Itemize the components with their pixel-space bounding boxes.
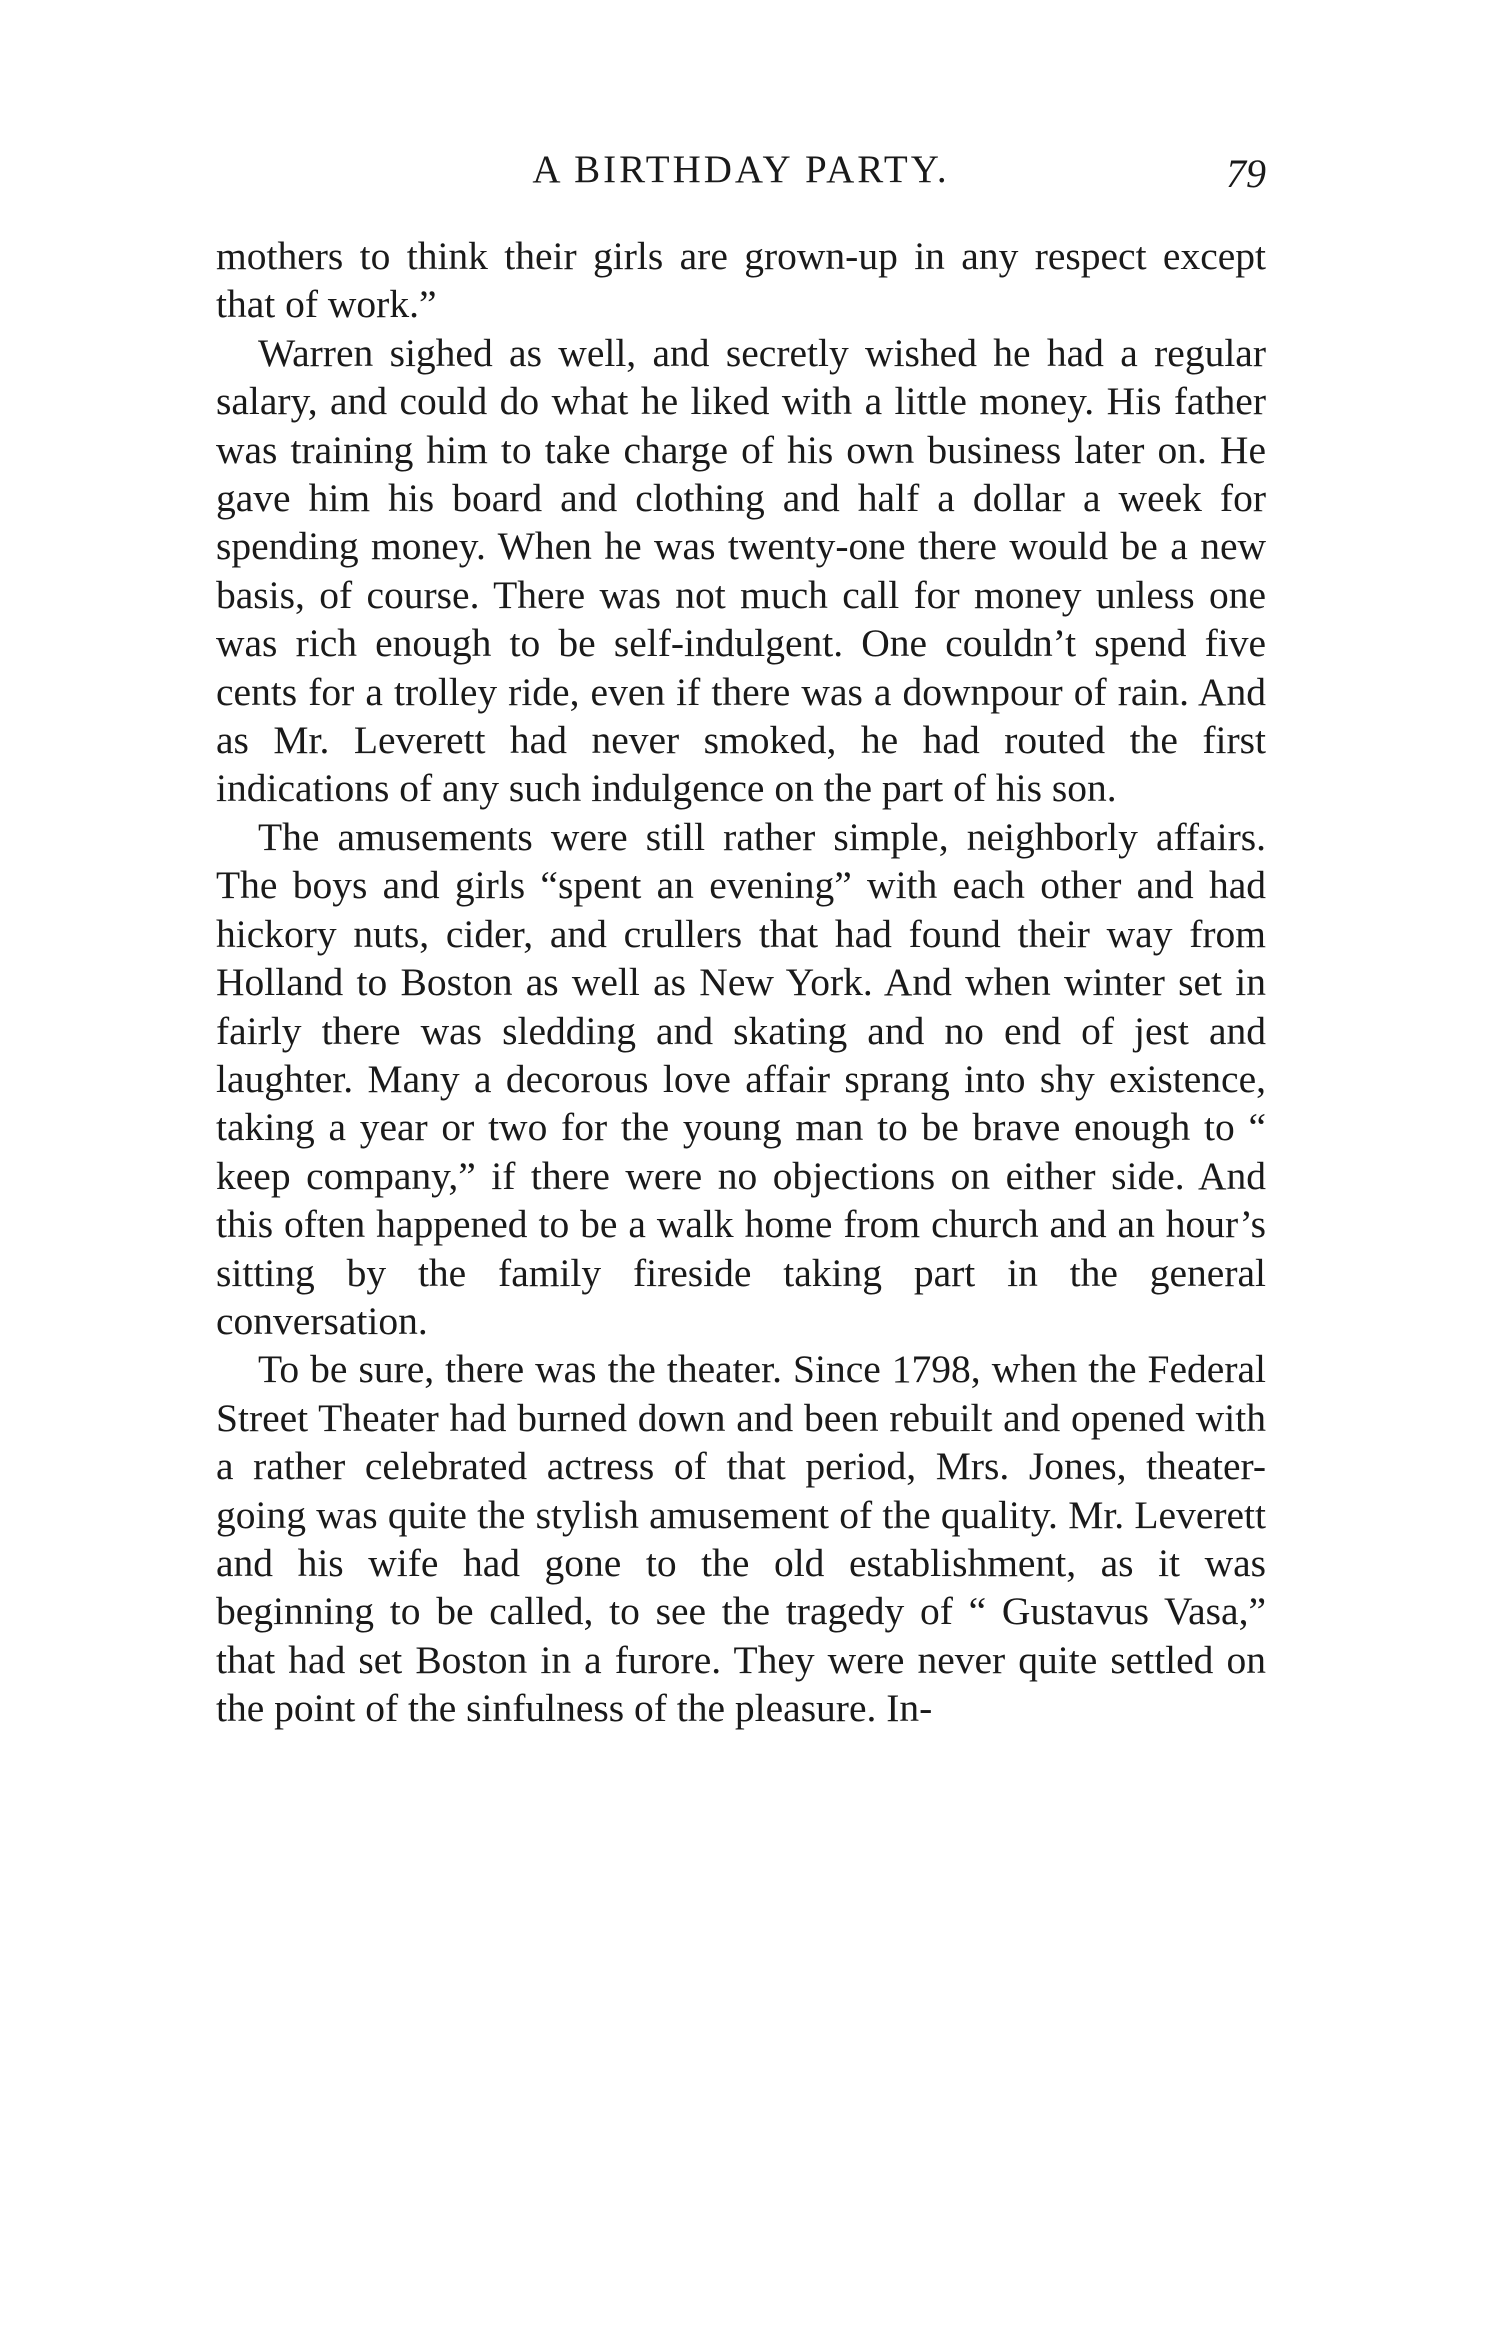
paragraph-theater: To be sure, there was the theater. Since 1798, when the Federal Street Theater had burned down and been rebuilt and opened with a rather celebrated actress of that period, Mrs. Jones, theater-going was quite the stylish amusement of the quality. Mr. Leverett and his wife had gone to the old establishment, as it was beginning to be called, to see the tragedy of “ Gustavus Vasa,” that had set Boston in a furore. They were never quite settled on the point of the sinfulness of the pleasure. In- — [216, 1347, 1266, 1731]
paragraph-warren: Warren sighed as well, and secretly wished he had a regular salary, and could do what he liked with a little money. His father was training him to take charge of his own business later on. He gave him his board and clothing and half a dollar a week for spending money. When he was twenty-one there would be a new basis, of course. There was not much call for money unless one was rich enough to be self-indulgent. One couldn’t spend five cents for a trolley ride, even if there was a downpour of rain. And as Mr. Leverett had never smoked, he had routed the first indications of any such indulgence on the part of his son. — [216, 330, 1266, 811]
page-number: 79 — [1226, 151, 1266, 196]
body-text — [216, 232, 1266, 1733]
running-title: A BIRTHDAY PARTY. — [532, 148, 950, 191]
paragraph-continued: mothers to think their girls are grown-up in any respect except that of work.” — [216, 234, 1266, 327]
running-head — [216, 140, 1266, 200]
paragraph-amusements: The amusements were still rather simple, neighborly affairs. The boys and girls “spent an evening” with each other and had hickory nuts, cider, and crullers that had found their way from Holland to Boston as well as New York. And when winter set in fairly there was sledding and skating and no end of jest and laughter. Many a decorous love affair sprang into shy existence, taking a year or two for the young man to be brave enough to “ keep company,” if there were no objections on either side. And this often happened to be a walk home from church and an hour’s sitting by the family fireside taking part in the general conversation. — [216, 814, 1266, 1343]
